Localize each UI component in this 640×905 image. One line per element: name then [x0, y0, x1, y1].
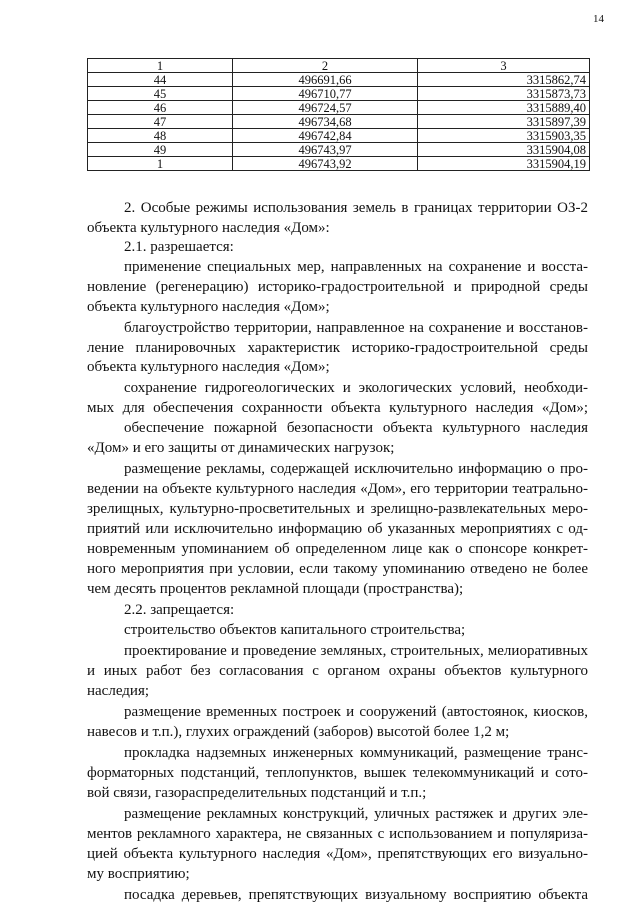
x-coordinate-cell: 496743,92: [233, 157, 418, 171]
text-line: посадка деревьев, препятствующих визуальному восприятию объекта: [124, 887, 588, 903]
y-coordinate-cell: 3315903,35: [418, 129, 590, 143]
table-row: [88, 73, 590, 87]
table-row: [88, 143, 590, 157]
x-coordinate-cell: 496691,66: [233, 73, 418, 87]
text-line: цией объекта культурного наследия «Дом», препятствующих его визуально-: [87, 846, 588, 862]
text-line: и иных работ без согласования с органом охраны объектов культурного: [87, 663, 588, 679]
text-line: объекта культурного наследия «Дом»;: [87, 359, 330, 375]
table-header-row: [88, 59, 590, 73]
text-line: ного мероприятия при условии, если такому упоминанию отведено не более: [87, 561, 588, 577]
table-row: [88, 115, 590, 129]
table-row: [88, 87, 590, 101]
x-coordinate-cell: 496743,97: [233, 143, 418, 157]
section-2-heading: 2. Особые режимы использования земель в границах территории ОЗ-2: [124, 200, 588, 216]
text-line: сохранение гидрогеологических и экологических условий, необходи-: [124, 380, 588, 396]
text-line: приятий или исключительно информацию об указанных мероприятиях с од-: [87, 521, 588, 537]
page-number: 14: [593, 13, 604, 25]
point-number-cell: 46: [88, 101, 233, 115]
text-line: ведении на объекте культурного наследия «Дом», его территории театрально-: [87, 481, 588, 497]
y-coordinate-cell: 3315904,19: [418, 157, 590, 171]
y-coordinate-cell: 3315897,39: [418, 115, 590, 129]
text-line: зрелищных, культурно-просветительных и зрелищно-развлекательных меро-: [87, 501, 588, 517]
text-line: навесов и т.п.), глухих ограждений (заборов) высотой более 1,2 м;: [87, 724, 510, 740]
text-line: форматорных подстанций, теплопунктов, вышек телекоммуникаций и сото-: [87, 765, 588, 781]
text-line: новление (регенерацию) историко-градостроительной и природной среды: [87, 279, 588, 295]
text-line: размещение временных построек и сооружений (автостоянок, киосков,: [124, 704, 588, 720]
text-line: строительство объектов капитального строительства;: [124, 622, 466, 638]
point-number-cell: 48: [88, 129, 233, 143]
text-line: ление планировочных характеристик историко-градостроительной среды: [87, 340, 588, 356]
text-line: «Дом» и его защиты от динамических нагрузок;: [87, 440, 395, 456]
text-line: размещение рекламы, содержащей исключительно информацию о про-: [124, 461, 588, 477]
text-line: мых для обеспечения сохранности объекта культурного наследия «Дом»;: [87, 400, 588, 416]
point-number-cell: 1: [88, 157, 233, 171]
text-line: прокладка надземных инженерных коммуникаций, размещение транс-: [124, 745, 588, 761]
text-line: применение специальных мер, направленных на сохранение и восста-: [124, 259, 588, 275]
table-row: [88, 129, 590, 143]
column-header: 3: [418, 59, 590, 73]
column-header: 2: [233, 59, 418, 73]
text-line: му восприятию;: [87, 866, 190, 882]
y-coordinate-cell: 3315889,40: [418, 101, 590, 115]
text-line: ментов рекламного характера, не связанных с использованием и популяриза-: [87, 826, 588, 842]
subsection-2-1-heading: 2.1. разрешается:: [124, 239, 234, 255]
table-row: [88, 157, 590, 171]
x-coordinate-cell: 496724,57: [233, 101, 418, 115]
x-coordinate-cell: 496710,77: [233, 87, 418, 101]
x-coordinate-cell: 496742,84: [233, 129, 418, 143]
y-coordinate-cell: 3315904,08: [418, 143, 590, 157]
x-coordinate-cell: 496734,68: [233, 115, 418, 129]
text-line: обеспечение пожарной безопасности объекта культурного наследия: [124, 420, 588, 436]
text-line: благоустройство территории, направленное на сохранение и восстанов-: [124, 320, 588, 336]
text-line: размещение рекламных конструкций, уличных растяжек и других эле-: [124, 806, 588, 822]
text-line: проектирование и проведение земляных, строительных, мелиоративных: [124, 643, 588, 659]
text-line: новременным упоминанием об определенном лице как о спонсоре конкрет-: [87, 541, 588, 557]
table-row: [88, 101, 590, 115]
text-line: объекта культурного наследия «Дом»;: [87, 299, 330, 315]
point-number-cell: 44: [88, 73, 233, 87]
subsection-2-2-heading: 2.2. запрещается:: [124, 602, 235, 618]
text-line: наследия;: [87, 683, 150, 699]
text-line: вой связи, газораспределительных подстанций и т.п.;: [87, 785, 427, 801]
text-line: объекта культурного наследия «Дом»:: [87, 220, 330, 236]
point-number-cell: 45: [88, 87, 233, 101]
point-number-cell: 49: [88, 143, 233, 157]
point-number-cell: 47: [88, 115, 233, 129]
text-line: чем десять процентов рекламной площади (пространства);: [87, 581, 464, 597]
column-header: 1: [88, 59, 233, 73]
y-coordinate-cell: 3315862,74: [418, 73, 590, 87]
y-coordinate-cell: 3315873,73: [418, 87, 590, 101]
coordinates-table: [87, 58, 590, 171]
